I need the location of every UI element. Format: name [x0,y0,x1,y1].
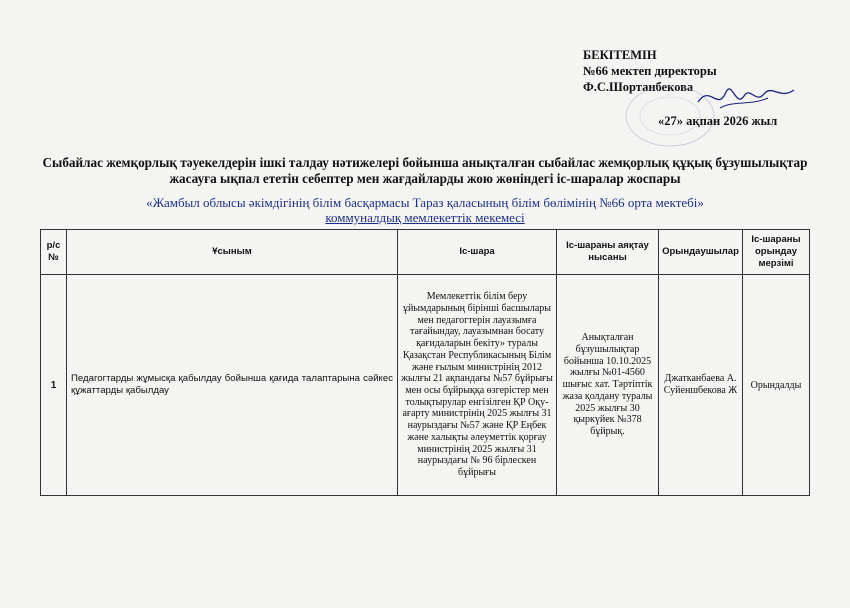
organization-line-1: «Жамбыл облысы әкімдігінің білім басқармасы Тараз қаласының білім бөлімінің №66 орта мектебі» [146,195,704,210]
document-subtitle [40,195,810,225]
cell-responsible: Джатканбаева А. Суйеншбекова Ж [659,275,743,496]
document-title: Сыбайлас жемқорлық тәуекелдерін ішкі талдау нәтижелері бойынша анықталған сыбайлас жемқорлық құқық бұзушылықтар жасауға ықпал ететін себептер мен жағдайларды жою жөніндегі іс-шаралар жоспары [42,155,808,186]
approval-heading: БЕКІТЕМІН [583,48,657,62]
header-action: Іс-шара [398,230,557,275]
cell-recommendation: Педагогтарды жұмысқа қабылдау бойынша қағида талаптарына сәйкес құжаттарды қабылдау [67,275,398,496]
approval-date: «27» ақпан 2026 жыл [658,114,778,128]
header-responsible: Орындаушылар [659,230,743,275]
header-num: р/с № [41,230,67,275]
header-recommendation: Ұсыным [67,230,398,275]
table-row [41,275,810,496]
cell-form: Анықталған бұзушылықтар бойынша 10.10.2025 жылғы №01-4560 шығыс хат. Тәртіптік жаза қолдану туралы 2025 жылғы 30 қыркүйек №378 бұйрық. [557,275,659,496]
cell-deadline: Орындалды [743,275,810,496]
header-form: Іс-шараны аяқтау нысаны [557,230,659,275]
cell-num: 1 [41,275,67,496]
signature-icon [690,78,800,118]
header-deadline: Іс-шараны орындау мерзімі [743,230,810,275]
cell-action: Мемлекеттік білім беру ұйымдарының бірінші басшылары мен педагогтерін лауазымға тағайындау, лауазымнан босату қағидаларын бекіту» туралы Қазақстан Республикасының Білім және ғылым министрінің 2012 жылғы 21 ақпандағы №57 бұйрығы мен осы бұйрыққа өзгерістер мен толықтырулар енгізілген ҚР Оқу-ағарту министрінің 2025 жылғы 31 наурыздағы №57 және ҚР Еңбек және халықты әлеуметтік қорғау министрінің 2025 жылғы 31 наурыздағы № 96 бірлескен бұйрығы [398,275,557,496]
measures-table [40,229,810,496]
organization-line-2: коммуналдық мемлекеттік мекемесі [325,210,525,225]
table-header-row [41,230,810,275]
approval-name: Ф.С.Шортанбекова [583,80,694,94]
approval-position: №66 мектеп директоры [583,64,717,78]
